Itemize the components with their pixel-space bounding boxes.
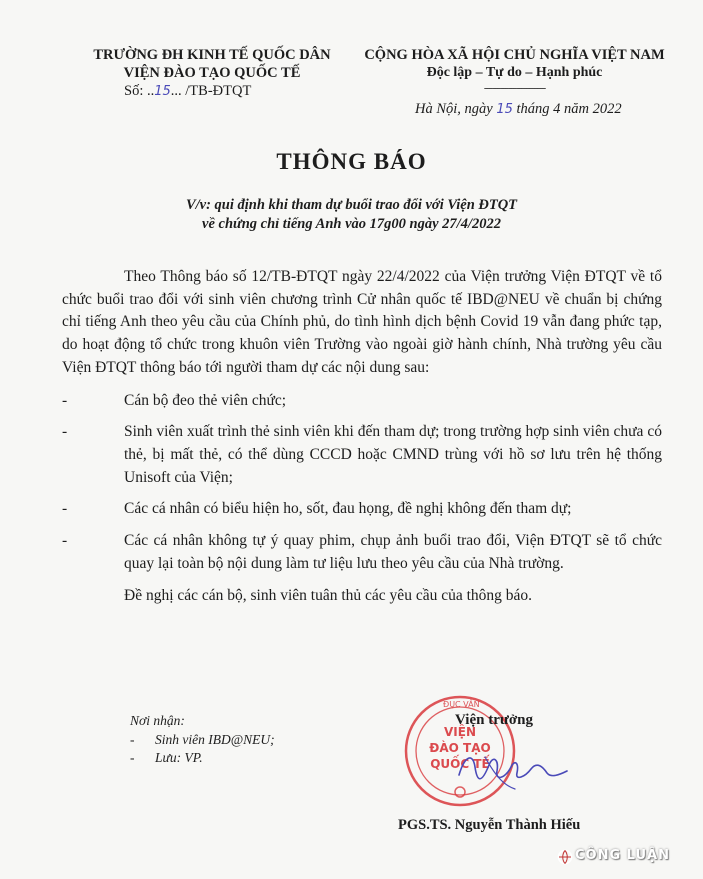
document-title: THÔNG BÁO [276,149,427,174]
document-number: Số: ..15... /TB-ĐTQT [124,83,252,99]
institute-name: VIỆN ĐÀO TẠO QUỐC TẾ [123,65,301,81]
national-title: CỘNG HÒA XÃ HỘI CHỦ NGHĨA VIỆT NAM [364,47,665,63]
subject-line: V/v: qui định khi tham dự buổi trao đổi với Viện ĐTQT về chứng chỉ tiếng Anh vào 17g00 ngày 27/4/2022 [185,197,518,232]
list-item: - Cán bộ đeo thẻ viên chức; [62,391,287,409]
list-item: - Các cá nhân không tự ý quay phim, chụp ảnh buổi trao đổi, Viện ĐTQT sẽ tổ chức quay lại toàn bộ nội dung làm tư liệu lưu theo yêu cầu của Nhà trường. [62,532,662,572]
requirements-list [62,390,662,576]
handwritten-signature [455,745,575,795]
issuing-organization [62,46,362,101]
watermark: CÔNG LUẬN [575,848,670,863]
signer-name: PGS.TS. Nguyễn Thành Hiếu [398,817,581,833]
header-rule: ----------------------- [483,82,546,94]
list-item: - Sinh viên xuất trình thẻ sinh viên khi đến tham dự; trong trường hợp sinh viên chưa có thẻ, bị mất thẻ, có thể dùng CCCD hoặc CMND trùng với hồ sơ lưu trên hệ thống Unisoft của Viện; [62,423,662,486]
recipients-label: Nơi nhận: [130,713,185,728]
seal-text: VIỆN [444,725,476,739]
globe-icon [557,849,573,865]
document-body [62,266,662,608]
national-motto: Độc lập – Tự do – Hạnh phúc [426,65,603,80]
handwritten-number: 15 [154,84,171,99]
seal-text: QUỐC TẾ [430,757,490,771]
handwritten-day: 15 [496,102,513,117]
recipient-item: - Lưu: VP. [130,750,203,765]
list-item: - Các cá nhân có biểu hiện ho, sốt, đau họng, đề nghị không đến tham dự; [62,500,572,518]
recipients-block [130,712,275,768]
university-name: TRƯỜNG ĐH KINH TẾ QUỐC DÂN [93,47,331,63]
closing-paragraph: Đề nghị các cán bộ, sinh viên tuân thủ các yêu cầu của thông báo. [124,587,533,605]
national-header [352,46,677,94]
issue-date: Hà Nội, ngày 15 tháng 4 năm 2022 [415,101,622,117]
recipient-item: - Sinh viên IBD@NEU; [130,731,275,747]
signer-title: Viện trưởng [455,712,533,728]
intro-paragraph: Theo Thông báo số 12/TB-ĐTQT ngày 22/4/2022 của Viện trưởng Viện ĐTQT về tổ chức buổi trao đổi với sinh viên chương trình Cử nhân quốc tế IBD@NEU về chuẩn bị chứng chỉ tiếng Anh theo yêu cầu của Chính phủ, do tình hình dịch bệnh Covid 19 vẫn đang phức tạp, do hoạt động tổ chức trong khuôn viên Trường vào ngoài giờ hành chính, Nhà trường yêu cầu Viện ĐTQT thông báo tới người tham dự các nội dung sau: [62,268,662,376]
seal-text: ĐÀO TẠO [429,741,491,755]
seal-ring-text: ĐỤC VÂN [443,700,480,709]
